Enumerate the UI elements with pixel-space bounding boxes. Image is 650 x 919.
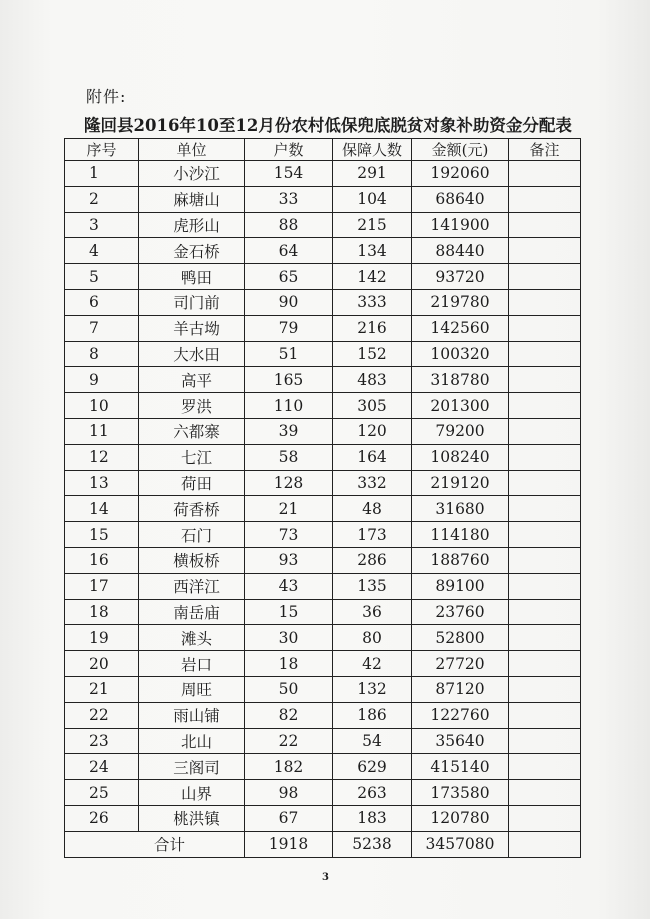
cell-amount: 23760 [412, 599, 509, 625]
cell-note [509, 393, 581, 419]
cell-people: 152 [333, 341, 412, 367]
cell-households: 51 [245, 341, 333, 367]
cell-seq: 13 [65, 470, 139, 496]
header-row [65, 139, 581, 161]
cell-people: 286 [333, 547, 412, 573]
total-households: 1918 [245, 831, 333, 857]
cell-people: 216 [333, 315, 412, 341]
cell-note [509, 289, 581, 315]
cell-note [509, 573, 581, 599]
cell-amount: 114180 [412, 522, 509, 548]
cell-households: 65 [245, 264, 333, 290]
cell-note [509, 651, 581, 677]
cell-unit: 虎形山 [139, 212, 245, 238]
cell-seq: 17 [65, 573, 139, 599]
cell-note [509, 161, 581, 187]
table-row [65, 161, 581, 187]
cell-note [509, 547, 581, 573]
cell-households: 64 [245, 238, 333, 264]
cell-unit: 羊古坳 [139, 315, 245, 341]
table-row [65, 496, 581, 522]
table-row [65, 418, 581, 444]
cell-unit: 三阁司 [139, 754, 245, 780]
attachment-label: 附件: [86, 87, 127, 106]
total-row [65, 831, 581, 857]
cell-households: 67 [245, 805, 333, 831]
cell-amount: 87120 [412, 676, 509, 702]
cell-households: 33 [245, 186, 333, 212]
header-unit: 单位 [139, 139, 245, 161]
cell-note [509, 728, 581, 754]
cell-amount: 100320 [412, 341, 509, 367]
cell-people: 183 [333, 805, 412, 831]
cell-seq: 10 [65, 393, 139, 419]
cell-note [509, 522, 581, 548]
cell-unit: 高平 [139, 367, 245, 393]
cell-unit: 桃洪镇 [139, 805, 245, 831]
cell-amount: 192060 [412, 161, 509, 187]
cell-households: 58 [245, 444, 333, 470]
cell-amount: 188760 [412, 547, 509, 573]
table-row [65, 393, 581, 419]
cell-amount: 141900 [412, 212, 509, 238]
table-row [65, 754, 581, 780]
cell-unit: 荷香桥 [139, 496, 245, 522]
cell-note [509, 238, 581, 264]
cell-amount: 120780 [412, 805, 509, 831]
table-row [65, 780, 581, 806]
cell-amount: 219780 [412, 289, 509, 315]
cell-people: 120 [333, 418, 412, 444]
cell-unit: 麻塘山 [139, 186, 245, 212]
table-row [65, 522, 581, 548]
cell-amount: 173580 [412, 780, 509, 806]
cell-note [509, 341, 581, 367]
cell-unit: 大水田 [139, 341, 245, 367]
header-seq: 序号 [65, 139, 139, 161]
cell-note [509, 444, 581, 470]
table-row [65, 444, 581, 470]
cell-seq: 11 [65, 418, 139, 444]
cell-amount: 122760 [412, 702, 509, 728]
cell-people: 333 [333, 289, 412, 315]
cell-people: 132 [333, 676, 412, 702]
cell-unit: 南岳庙 [139, 599, 245, 625]
table-row [65, 186, 581, 212]
cell-people: 54 [333, 728, 412, 754]
cell-note [509, 315, 581, 341]
table-row [65, 289, 581, 315]
cell-unit: 鸭田 [139, 264, 245, 290]
cell-unit: 小沙江 [139, 161, 245, 187]
header-people: 保障人数 [333, 139, 412, 161]
cell-seq: 26 [65, 805, 139, 831]
table-row [65, 651, 581, 677]
cell-unit: 北山 [139, 728, 245, 754]
cell-people: 483 [333, 367, 412, 393]
cell-people: 42 [333, 651, 412, 677]
cell-note [509, 496, 581, 522]
total-people: 5238 [333, 831, 412, 857]
cell-people: 135 [333, 573, 412, 599]
cell-seq: 15 [65, 522, 139, 548]
cell-seq: 22 [65, 702, 139, 728]
table-row [65, 470, 581, 496]
cell-note [509, 212, 581, 238]
cell-amount: 52800 [412, 625, 509, 651]
cell-people: 263 [333, 780, 412, 806]
cell-seq: 6 [65, 289, 139, 315]
cell-seq: 3 [65, 212, 139, 238]
table-row [65, 805, 581, 831]
cell-people: 629 [333, 754, 412, 780]
cell-households: 18 [245, 651, 333, 677]
page-number: 3 [322, 872, 329, 883]
cell-note [509, 780, 581, 806]
cell-seq: 18 [65, 599, 139, 625]
cell-households: 30 [245, 625, 333, 651]
cell-note [509, 599, 581, 625]
cell-people: 134 [333, 238, 412, 264]
cell-unit: 六都寨 [139, 418, 245, 444]
cell-people: 142 [333, 264, 412, 290]
cell-amount: 68640 [412, 186, 509, 212]
cell-note [509, 676, 581, 702]
cell-unit: 西洋江 [139, 573, 245, 599]
cell-note [509, 367, 581, 393]
cell-unit: 石门 [139, 522, 245, 548]
table-row [65, 676, 581, 702]
cell-note [509, 805, 581, 831]
cell-households: 90 [245, 289, 333, 315]
cell-people: 332 [333, 470, 412, 496]
cell-amount: 89100 [412, 573, 509, 599]
cell-households: 50 [245, 676, 333, 702]
cell-households: 79 [245, 315, 333, 341]
cell-seq: 2 [65, 186, 139, 212]
cell-seq: 8 [65, 341, 139, 367]
cell-households: 88 [245, 212, 333, 238]
cell-note [509, 702, 581, 728]
cell-note [509, 625, 581, 651]
cell-seq: 20 [65, 651, 139, 677]
cell-amount: 79200 [412, 418, 509, 444]
header-households: 户数 [245, 139, 333, 161]
table-row [65, 212, 581, 238]
cell-unit: 雨山铺 [139, 702, 245, 728]
header-note: 备注 [509, 139, 581, 161]
cell-amount: 201300 [412, 393, 509, 419]
cell-seq: 12 [65, 444, 139, 470]
table-row [65, 728, 581, 754]
cell-people: 305 [333, 393, 412, 419]
table-row [65, 341, 581, 367]
cell-amount: 318780 [412, 367, 509, 393]
cell-amount: 415140 [412, 754, 509, 780]
cell-amount: 108240 [412, 444, 509, 470]
cell-seq: 7 [65, 315, 139, 341]
cell-unit: 岩口 [139, 651, 245, 677]
cell-seq: 4 [65, 238, 139, 264]
cell-unit: 七江 [139, 444, 245, 470]
cell-note [509, 754, 581, 780]
table-title: 隆回县2016年10至12月份农村低保兜底脱贫对象补助资金分配表 [84, 116, 572, 135]
cell-households: 22 [245, 728, 333, 754]
cell-unit: 金石桥 [139, 238, 245, 264]
table-row [65, 315, 581, 341]
table-row [65, 264, 581, 290]
table-body [65, 161, 581, 832]
cell-note [509, 264, 581, 290]
cell-amount: 88440 [412, 238, 509, 264]
cell-unit: 周旺 [139, 676, 245, 702]
cell-households: 182 [245, 754, 333, 780]
cell-people: 36 [333, 599, 412, 625]
table-row [65, 547, 581, 573]
cell-seq: 19 [65, 625, 139, 651]
cell-unit: 滩头 [139, 625, 245, 651]
cell-seq: 1 [65, 161, 139, 187]
cell-households: 43 [245, 573, 333, 599]
table-row [65, 625, 581, 651]
cell-note [509, 186, 581, 212]
cell-households: 128 [245, 470, 333, 496]
cell-amount: 35640 [412, 728, 509, 754]
cell-people: 215 [333, 212, 412, 238]
cell-unit: 横板桥 [139, 547, 245, 573]
cell-households: 21 [245, 496, 333, 522]
total-note [509, 831, 581, 857]
table-row [65, 367, 581, 393]
cell-seq: 21 [65, 676, 139, 702]
cell-people: 186 [333, 702, 412, 728]
cell-people: 48 [333, 496, 412, 522]
cell-households: 165 [245, 367, 333, 393]
table-row [65, 702, 581, 728]
cell-households: 39 [245, 418, 333, 444]
cell-people: 164 [333, 444, 412, 470]
cell-amount: 219120 [412, 470, 509, 496]
table-row [65, 573, 581, 599]
total-label: 合计 [65, 831, 245, 857]
cell-households: 73 [245, 522, 333, 548]
cell-households: 82 [245, 702, 333, 728]
cell-households: 15 [245, 599, 333, 625]
cell-seq: 24 [65, 754, 139, 780]
cell-people: 104 [333, 186, 412, 212]
cell-amount: 93720 [412, 264, 509, 290]
cell-seq: 9 [65, 367, 139, 393]
cell-amount: 142560 [412, 315, 509, 341]
cell-unit: 荷田 [139, 470, 245, 496]
cell-note [509, 418, 581, 444]
cell-people: 291 [333, 161, 412, 187]
cell-households: 110 [245, 393, 333, 419]
header-amount: 金额(元) [412, 139, 509, 161]
cell-seq: 14 [65, 496, 139, 522]
cell-amount: 27720 [412, 651, 509, 677]
table-row [65, 238, 581, 264]
total-amount: 3457080 [412, 831, 509, 857]
cell-households: 93 [245, 547, 333, 573]
cell-seq: 16 [65, 547, 139, 573]
cell-seq: 25 [65, 780, 139, 806]
cell-unit: 山界 [139, 780, 245, 806]
cell-note [509, 470, 581, 496]
cell-amount: 31680 [412, 496, 509, 522]
cell-seq: 5 [65, 264, 139, 290]
cell-seq: 23 [65, 728, 139, 754]
cell-people: 173 [333, 522, 412, 548]
cell-unit: 罗洪 [139, 393, 245, 419]
cell-people: 80 [333, 625, 412, 651]
table-row [65, 599, 581, 625]
cell-unit: 司门前 [139, 289, 245, 315]
cell-households: 98 [245, 780, 333, 806]
cell-households: 154 [245, 161, 333, 187]
allocation-table [64, 138, 581, 858]
